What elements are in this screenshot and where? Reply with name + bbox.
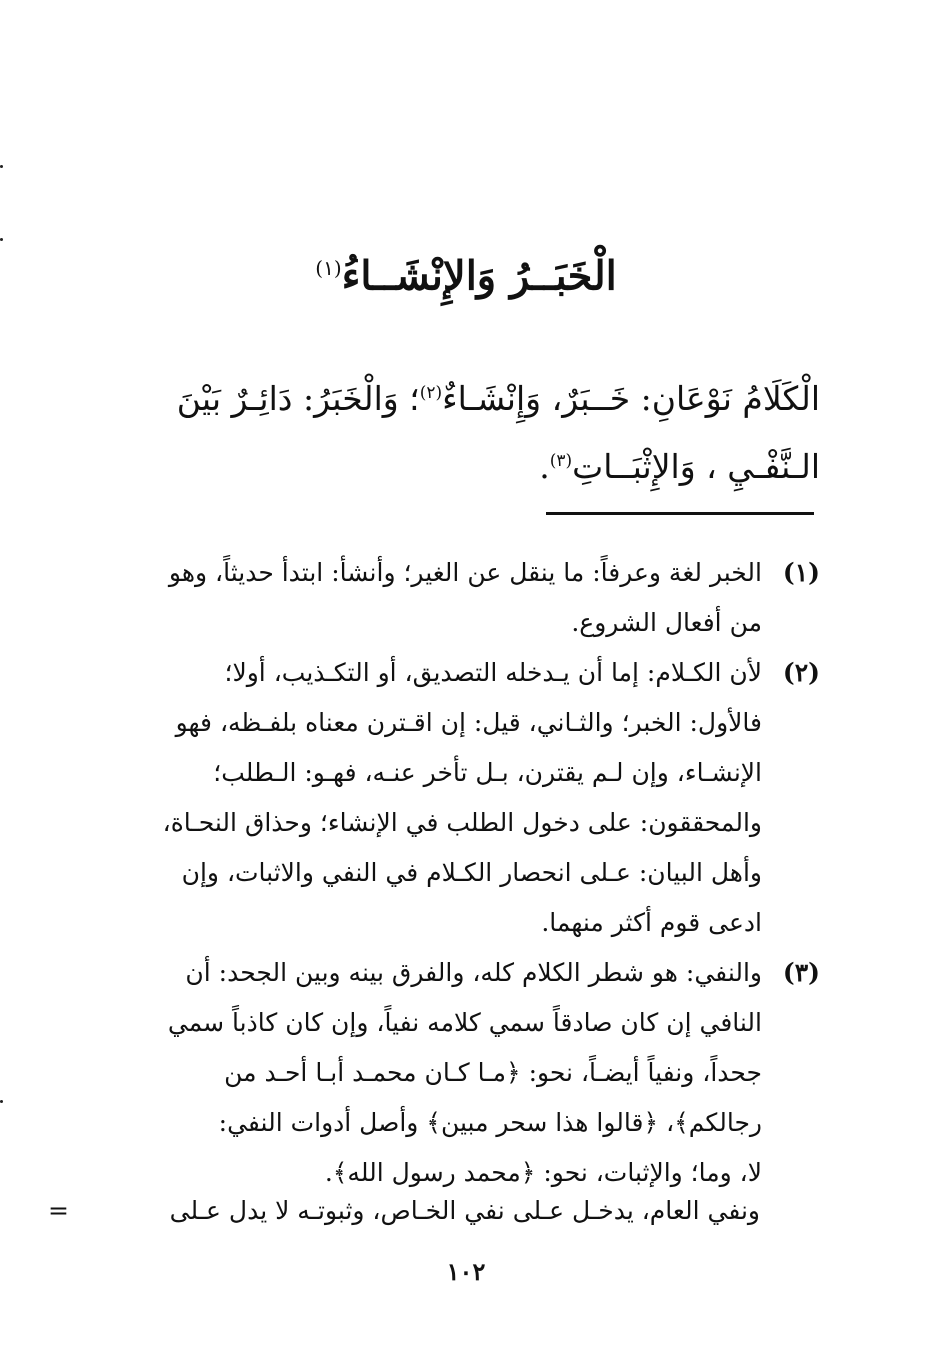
footnote-line: النافي إن كان صادقاً سمي كلامه نفياً، وإن كان كاذباً سمي — [167, 1008, 762, 1037]
footnote-1 — [120, 548, 820, 648]
footnote-ref: (٢) — [419, 383, 443, 403]
main-text — [110, 362, 820, 498]
footnote-number: (٢) — [782, 658, 820, 687]
main-text-line — [110, 430, 820, 498]
footnote-continuation — [48, 1186, 760, 1236]
main-text-line — [110, 362, 820, 430]
main-text-segment: . — [539, 447, 550, 486]
footnote-line: ادعى قوم أكثر منهما. — [541, 908, 762, 937]
chapter-title — [120, 238, 812, 306]
footnote-line: وأهل البيان: عـلى انحصار الكـلام في النفي والاثبات، وإن — [181, 858, 762, 887]
main-text-segment: ؛ وَالْخَبَرُ: دَائِـرٌ بَيْنَ — [176, 379, 420, 418]
footnote-separator — [546, 512, 814, 515]
footnotes — [120, 548, 820, 1198]
chapter-title-footnote-ref: (١) — [315, 256, 342, 280]
margin-mark — [0, 238, 3, 241]
footnote-line: لأن الكـلام: إما أن يـدخله التصديق، أو التكـذيب، أولا؛ — [224, 658, 762, 687]
footnote-line: والنفي: هو شطر الكلام كله، والفرق بينه وبين الجحد: أن — [185, 958, 762, 987]
footnote-2 — [120, 648, 820, 948]
footnote-line: الخبر لغة وعرفاً: ما ينقل عن الغير؛ وأنشأ: ابتدأ حديثاً، وهو — [168, 558, 762, 587]
footnote-line: الإنشـاء، وإن لـم يقترن، بـل تأخر عنـه، فهـو: الـطلب؛ — [213, 758, 762, 787]
footnote-line: والمحققون: على دخول الطلب في الإنشاء؛ وحذاق النحـاة، — [162, 808, 762, 837]
footnote-3 — [120, 948, 820, 1198]
footnote-line: لا، وما؛ والإثبات، نحو: ﴿محمد رسول الله﴾. — [324, 1158, 762, 1187]
continuation-mark: = — [48, 1196, 69, 1225]
footnote-line: فالأول: الخبر؛ والثـاني، قيل: إن اقـترن معناه بلفـظه، فهو — [175, 708, 762, 737]
main-text-segment: الْكَلَامُ نَوْعَانِ: خَــبَرٌ، وَإِنْشَـاءٌ — [442, 379, 820, 418]
chapter-title-text: الْخَبَــرُ وَالإِنْشَــاءُ — [341, 252, 617, 300]
main-text-segment: الـنَّفْـيِ ، وَالإِثْبَــاتِ — [572, 447, 820, 486]
margin-mark — [0, 1100, 3, 1103]
continuation-text: ونفي العام، يدخـل عـلى نفي الخـاص، وثبوتـه لا يدل عـلى — [169, 1196, 760, 1225]
page-number: ١٠٢ — [446, 1257, 486, 1286]
footnote-number: (٣) — [782, 958, 820, 987]
margin-mark — [0, 165, 3, 168]
footnote-line: رجالكم﴾، ﴿قالوا هذا سحر مبين﴾ وأصل أدوات النفي: — [218, 1108, 762, 1137]
footnote-ref: (٣) — [549, 451, 573, 471]
footnote-line: من أفعال الشروع. — [571, 608, 762, 637]
footnote-line: جحداً، ونفياً أيضـاً، نحو: ﴿مـا كـان محمـد أبـا أحـد من — [224, 1058, 762, 1087]
footnote-number: (١) — [782, 558, 820, 587]
